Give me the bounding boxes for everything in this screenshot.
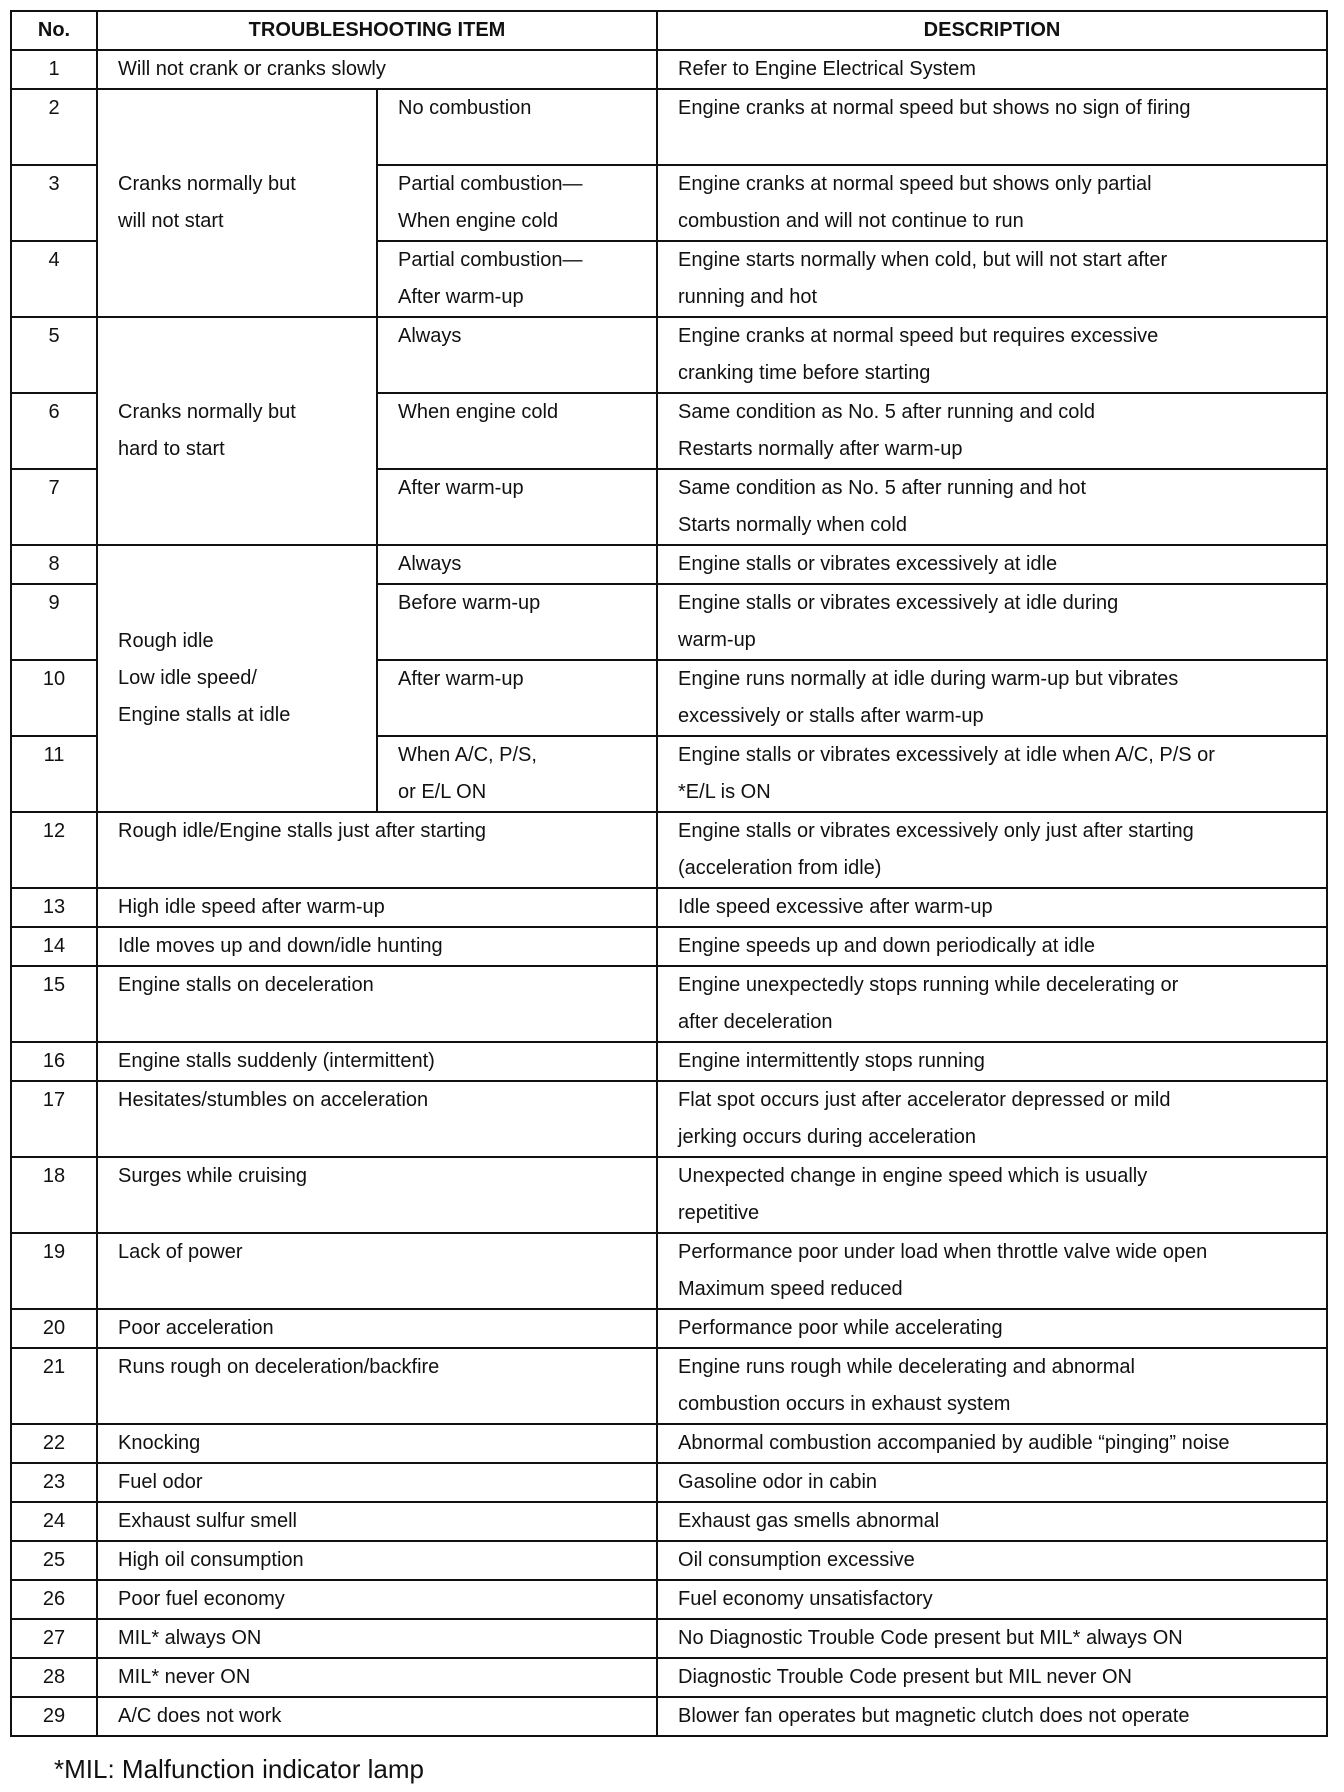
- cell-line: Before warm-up: [398, 592, 541, 614]
- troubleshooting-item: [97, 1042, 657, 1081]
- description: [657, 1081, 1327, 1157]
- cell-line: after deceleration: [678, 1011, 833, 1033]
- description: [657, 812, 1327, 888]
- description: [657, 1157, 1327, 1233]
- cell-line: Always: [398, 325, 462, 347]
- cell-line: Same condition as No. 5 after running and cold: [678, 401, 1095, 423]
- cell-line: *E/L is ON: [678, 781, 771, 803]
- item-condition: [377, 165, 657, 241]
- cell-line: Starts normally when cold: [678, 514, 907, 536]
- row-number: 1: [11, 50, 97, 89]
- cell-line: Engine cranks at normal speed but shows only partial: [678, 173, 1152, 195]
- item-condition: [377, 660, 657, 736]
- cell-line: warm-up: [678, 629, 756, 651]
- table-row: [11, 50, 1327, 89]
- cell-line: Engine stalls or vibrates excessively at idle when A/C, P/S or: [678, 744, 1215, 766]
- description: [657, 1541, 1327, 1580]
- item-group: [97, 317, 377, 545]
- cell-line: Idle speed excessive after warm-up: [678, 896, 993, 918]
- cell-line: Engine cranks at normal speed but shows no sign of firing: [678, 97, 1191, 119]
- cell-line: No combustion: [398, 97, 532, 119]
- description: [657, 660, 1327, 736]
- cell-line: Hesitates/stumbles on acceleration: [118, 1089, 429, 1111]
- row-number: 23: [11, 1463, 97, 1502]
- table-row: [11, 1424, 1327, 1463]
- description: [657, 317, 1327, 393]
- description: [657, 966, 1327, 1042]
- row-number: 6: [11, 393, 97, 469]
- description: [657, 1619, 1327, 1658]
- description: [657, 89, 1327, 165]
- item-group: [97, 89, 377, 317]
- cell-line: Poor fuel economy: [118, 1588, 285, 1610]
- cell-line: High oil consumption: [118, 1549, 304, 1571]
- cell-line: Abnormal combustion accompanied by audible “pinging” noise: [678, 1432, 1230, 1454]
- cell-line: hard to start: [118, 438, 225, 460]
- cell-line: Performance poor while accelerating: [678, 1317, 1003, 1339]
- cell-line: MIL* never ON: [118, 1666, 251, 1688]
- troubleshooting-item: [97, 1157, 657, 1233]
- item-group: [97, 545, 377, 812]
- table-row: [11, 1658, 1327, 1697]
- row-number: 12: [11, 812, 97, 888]
- row-number: 11: [11, 736, 97, 812]
- cell-line: Engine stalls at idle: [118, 704, 291, 726]
- cell-line: MIL* always ON: [118, 1627, 262, 1649]
- cell-line: Restarts normally after warm-up: [678, 438, 963, 460]
- cell-line: Diagnostic Trouble Code present but MIL never ON: [678, 1666, 1132, 1688]
- cell-line: Engine runs rough while decelerating and abnormal: [678, 1356, 1135, 1378]
- cell-line: Rough idle/Engine stalls just after starting: [118, 820, 486, 842]
- cell-line: When engine cold: [398, 401, 559, 423]
- cell-line: or E/L ON: [398, 781, 487, 803]
- cell-line: Runs rough on deceleration/backfire: [118, 1356, 440, 1378]
- description: [657, 50, 1327, 89]
- item-condition: [377, 545, 657, 584]
- row-number: 8: [11, 545, 97, 584]
- troubleshooting-item: [97, 1348, 657, 1424]
- troubleshooting-item: [97, 1580, 657, 1619]
- cell-line: Engine stalls or vibrates excessively at idle during: [678, 592, 1119, 614]
- description: [657, 736, 1327, 812]
- cell-line: Maximum speed reduced: [678, 1278, 903, 1300]
- troubleshooting-item: [97, 1081, 657, 1157]
- description: [657, 545, 1327, 584]
- row-number: 17: [11, 1081, 97, 1157]
- table-row: [11, 1233, 1327, 1309]
- cell-line: Partial combustion—: [398, 173, 583, 195]
- cell-line: After warm-up: [398, 668, 524, 690]
- row-number: 3: [11, 165, 97, 241]
- cell-line: Engine stalls or vibrates excessively at idle: [678, 553, 1058, 575]
- table-row: [11, 545, 1327, 584]
- cell-line: (acceleration from idle): [678, 857, 882, 879]
- troubleshooting-item: [97, 1463, 657, 1502]
- cell-line: Engine unexpectedly stops running while decelerating or: [678, 974, 1179, 996]
- table-row: [11, 1697, 1327, 1736]
- troubleshooting-table: [10, 10, 1328, 1737]
- row-number: 26: [11, 1580, 97, 1619]
- table-row: [11, 888, 1327, 927]
- row-number: 9: [11, 584, 97, 660]
- row-number: 16: [11, 1042, 97, 1081]
- table-body: [11, 50, 1327, 1736]
- description: [657, 1042, 1327, 1081]
- cell-line: Low idle speed/: [118, 667, 257, 689]
- row-number: 18: [11, 1157, 97, 1233]
- troubleshooting-item: [97, 1309, 657, 1348]
- item-condition: [377, 469, 657, 545]
- header-row: [11, 11, 1327, 50]
- cell-line: Surges while cruising: [118, 1165, 307, 1187]
- cell-line: Fuel odor: [118, 1471, 203, 1493]
- cell-line: Flat spot occurs just after accelerator depressed or mild: [678, 1089, 1171, 1111]
- row-number: 4: [11, 241, 97, 317]
- troubleshooting-document: [10, 10, 1326, 1737]
- cell-line: will not start: [118, 210, 224, 232]
- troubleshooting-item: [97, 1424, 657, 1463]
- description: [657, 165, 1327, 241]
- item-condition: [377, 393, 657, 469]
- table-row: [11, 1348, 1327, 1424]
- item-condition: [377, 89, 657, 165]
- header-item: TROUBLESHOOTING ITEM: [97, 11, 657, 50]
- row-number: 19: [11, 1233, 97, 1309]
- cell-line: Engine runs normally at idle during warm-up but vibrates: [678, 668, 1179, 690]
- cell-line: cranking time before starting: [678, 362, 931, 384]
- description: [657, 584, 1327, 660]
- description: [657, 469, 1327, 545]
- table-row: [11, 1502, 1327, 1541]
- table-row: [11, 89, 1327, 165]
- cell-line: After warm-up: [398, 286, 524, 308]
- troubleshooting-item: [97, 50, 657, 89]
- cell-line: Engine intermittently stops running: [678, 1050, 985, 1072]
- description: [657, 1697, 1327, 1736]
- cell-line: Cranks normally but: [118, 401, 296, 423]
- description: [657, 1463, 1327, 1502]
- cell-line: Same condition as No. 5 after running and hot: [678, 477, 1087, 499]
- row-number: 27: [11, 1619, 97, 1658]
- row-number: 24: [11, 1502, 97, 1541]
- cell-line: After warm-up: [398, 477, 524, 499]
- footnote: *MIL: Malfunction indicator lamp: [54, 1754, 424, 1784]
- item-condition: [377, 241, 657, 317]
- table-row: [11, 1541, 1327, 1580]
- description: [657, 393, 1327, 469]
- cell-line: Knocking: [118, 1432, 201, 1454]
- cell-line: A/C does not work: [118, 1705, 282, 1727]
- cell-line: Refer to Engine Electrical System: [678, 58, 976, 80]
- cell-line: Poor acceleration: [118, 1317, 274, 1339]
- description: [657, 1580, 1327, 1619]
- table-row: [11, 1463, 1327, 1502]
- cell-line: Performance poor under load when throttle valve wide open: [678, 1241, 1208, 1263]
- cell-line: Rough idle: [118, 630, 214, 652]
- cell-line: Will not crank or cranks slowly: [118, 58, 386, 80]
- cell-line: When engine cold: [398, 210, 559, 232]
- description: [657, 1502, 1327, 1541]
- description: [657, 927, 1327, 966]
- troubleshooting-item: [97, 1697, 657, 1736]
- cell-line: Engine stalls or vibrates excessively only just after starting: [678, 820, 1194, 842]
- cell-line: High idle speed after warm-up: [118, 896, 385, 918]
- cell-line: Fuel economy unsatisfactory: [678, 1588, 933, 1610]
- description: [657, 888, 1327, 927]
- row-number: 7: [11, 469, 97, 545]
- table-row: [11, 317, 1327, 393]
- row-number: 20: [11, 1309, 97, 1348]
- cell-line: No Diagnostic Trouble Code present but MIL* always ON: [678, 1627, 1183, 1649]
- cell-line: Blower fan operates but magnetic clutch does not operate: [678, 1705, 1190, 1727]
- item-condition: [377, 584, 657, 660]
- table-row: [11, 927, 1327, 966]
- row-number: 25: [11, 1541, 97, 1580]
- troubleshooting-item: [97, 888, 657, 927]
- row-number: 28: [11, 1658, 97, 1697]
- description: [657, 1348, 1327, 1424]
- troubleshooting-item: [97, 812, 657, 888]
- cell-line: jerking occurs during acceleration: [678, 1126, 976, 1148]
- cell-line: running and hot: [678, 286, 818, 308]
- cell-line: When A/C, P/S,: [398, 744, 537, 766]
- row-number: 21: [11, 1348, 97, 1424]
- table-row: [11, 966, 1327, 1042]
- cell-line: Unexpected change in engine speed which is usually: [678, 1165, 1148, 1187]
- cell-line: Lack of power: [118, 1241, 243, 1263]
- item-condition: [377, 736, 657, 812]
- row-number: 13: [11, 888, 97, 927]
- cell-line: Gasoline odor in cabin: [678, 1471, 878, 1493]
- cell-line: Idle moves up and down/idle hunting: [118, 935, 443, 957]
- description: [657, 1658, 1327, 1697]
- row-number: 15: [11, 966, 97, 1042]
- cell-line: repetitive: [678, 1202, 760, 1224]
- table-row: [11, 1309, 1327, 1348]
- table-row: [11, 1619, 1327, 1658]
- cell-line: Cranks normally but: [118, 173, 296, 195]
- description: [657, 241, 1327, 317]
- cell-line: Engine stalls suddenly (intermittent): [118, 1050, 435, 1072]
- cell-line: Engine starts normally when cold, but will not start after: [678, 249, 1168, 271]
- troubleshooting-item: [97, 1619, 657, 1658]
- table-row: [11, 1042, 1327, 1081]
- row-number: 5: [11, 317, 97, 393]
- troubleshooting-item: [97, 1233, 657, 1309]
- cell-line: Exhaust gas smells abnormal: [678, 1510, 940, 1532]
- row-number: 22: [11, 1424, 97, 1463]
- cell-line: Engine cranks at normal speed but requires excessive: [678, 325, 1159, 347]
- header-description: DESCRIPTION: [657, 11, 1327, 50]
- cell-line: Partial combustion—: [398, 249, 583, 271]
- item-condition: [377, 317, 657, 393]
- header-no: No.: [11, 11, 97, 50]
- troubleshooting-item: [97, 927, 657, 966]
- cell-line: Exhaust sulfur smell: [118, 1510, 297, 1532]
- description: [657, 1309, 1327, 1348]
- table-row: [11, 812, 1327, 888]
- row-number: 14: [11, 927, 97, 966]
- row-number: 29: [11, 1697, 97, 1736]
- row-number: 2: [11, 89, 97, 165]
- cell-line: Oil consumption excessive: [678, 1549, 915, 1571]
- cell-line: Always: [398, 553, 462, 575]
- cell-line: combustion and will not continue to run: [678, 210, 1024, 232]
- table-row: [11, 1081, 1327, 1157]
- troubleshooting-item: [97, 1502, 657, 1541]
- troubleshooting-item: [97, 1541, 657, 1580]
- cell-line: Engine speeds up and down periodically at idle: [678, 935, 1095, 957]
- table-row: [11, 1157, 1327, 1233]
- description: [657, 1233, 1327, 1309]
- table-row: [11, 1580, 1327, 1619]
- cell-line: combustion occurs in exhaust system: [678, 1393, 1011, 1415]
- row-number: 10: [11, 660, 97, 736]
- cell-line: Engine stalls on deceleration: [118, 974, 374, 996]
- description: [657, 1424, 1327, 1463]
- troubleshooting-item: [97, 1658, 657, 1697]
- troubleshooting-item: [97, 966, 657, 1042]
- cell-line: excessively or stalls after warm-up: [678, 705, 984, 727]
